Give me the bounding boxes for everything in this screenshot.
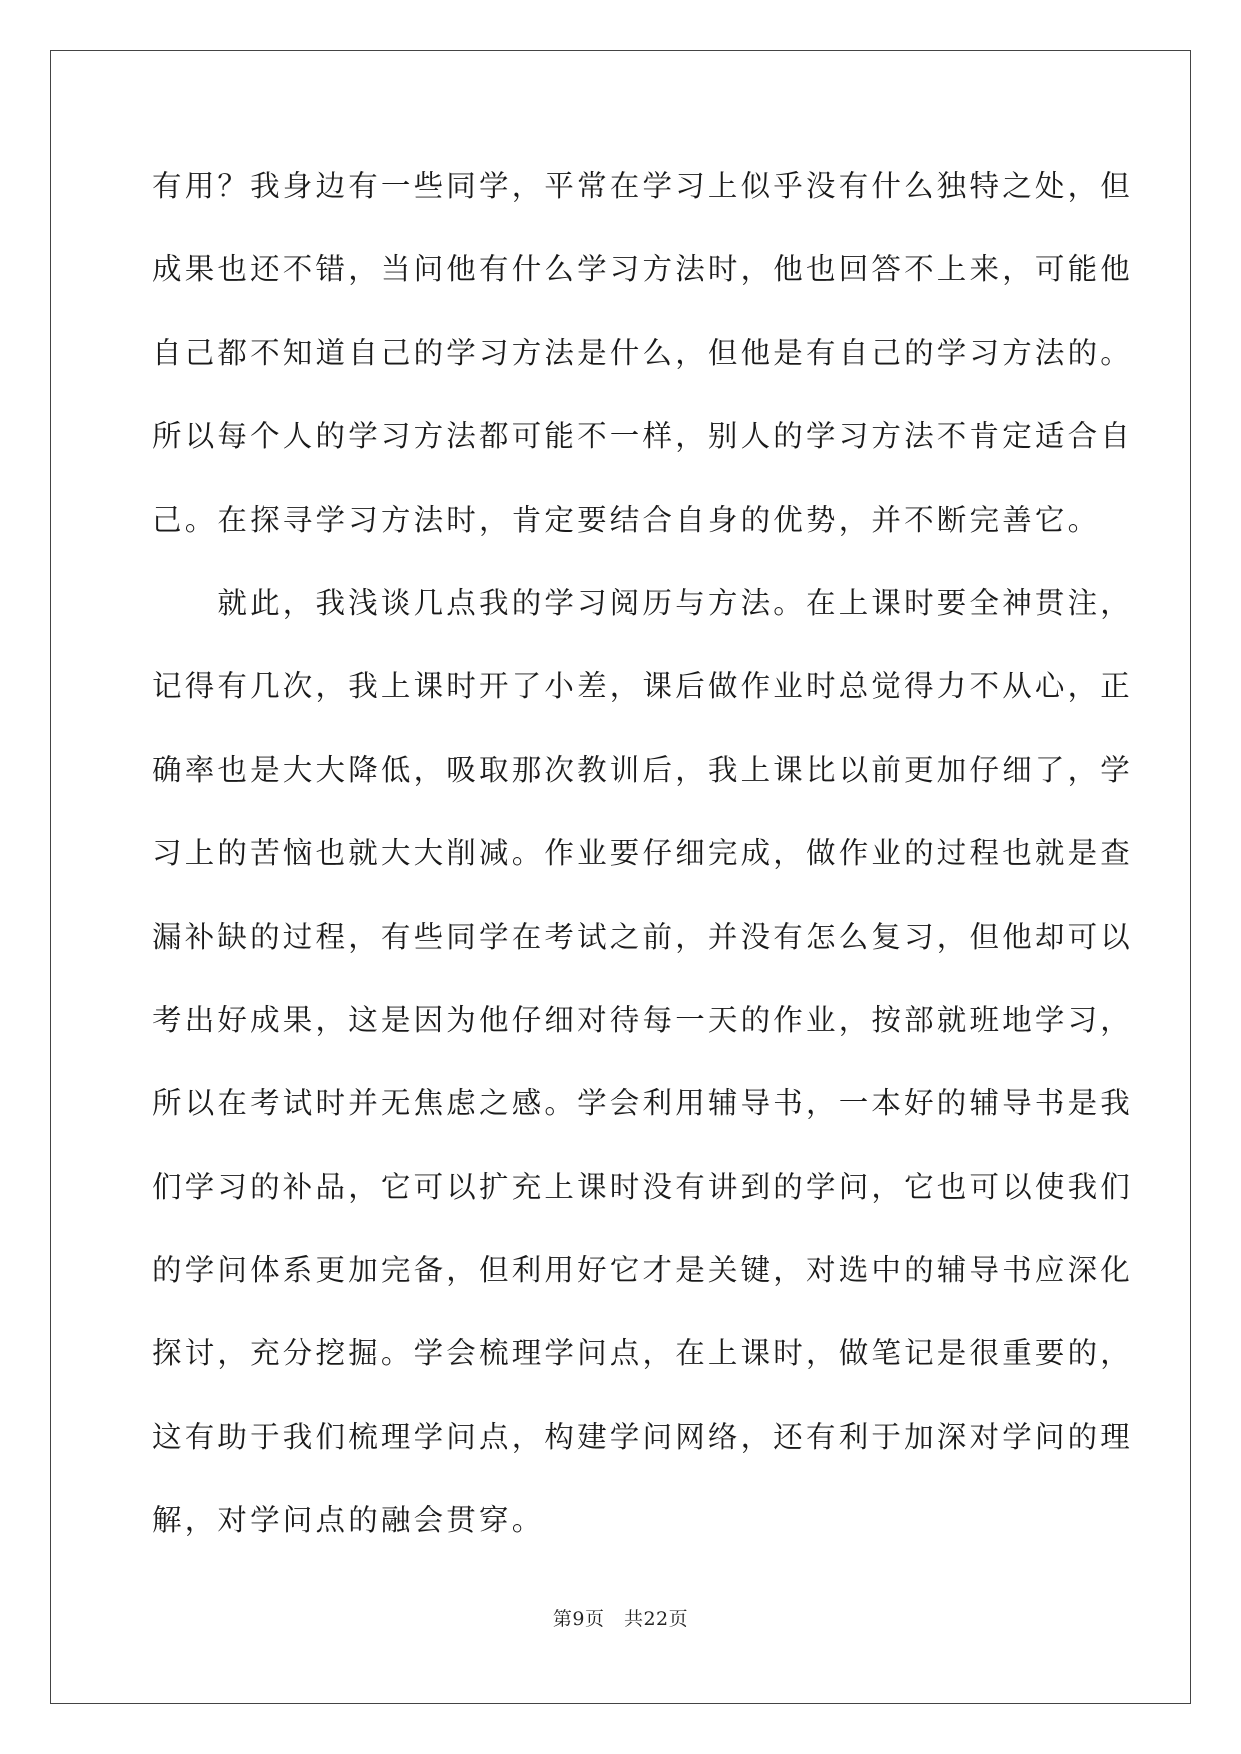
body-line: 漏补缺的过程，有些同学在考试之前，并没有怎么复习，但他却可以 bbox=[152, 919, 1134, 954]
body-line: 习上的苦恼也就大大削减。作业要仔细完成，做作业的过程也就是查 bbox=[152, 836, 1134, 871]
body-line: 成果也还不错，当问他有什么学习方法时，他也回答不上来，可能他 bbox=[152, 252, 1134, 287]
document-body bbox=[152, 161, 1134, 1579]
body-line: 有用？我身边有一些同学，平常在学习上似乎没有什么独特之处，但 bbox=[152, 169, 1134, 203]
page-number: 第9页 共22页 bbox=[552, 1608, 689, 1630]
page-footer bbox=[0, 1604, 1241, 1631]
body-line: 所以每个人的学习方法都可能不一样，别人的学习方法不肯定适合自 bbox=[152, 419, 1134, 454]
body-line: 己。在探寻学习方法时，肯定要结合自身的优势，并不断完善它。 bbox=[152, 502, 1101, 537]
body-line: 确率也是大大降低，吸取那次教训后，我上课比以前更加仔细了，学 bbox=[152, 752, 1134, 787]
body-line: 这有助于我们梳理学问点，构建学问网络，还有利于加深对学问的理 bbox=[152, 1419, 1134, 1454]
body-line: 自己都不知道自己的学习方法是什么，但他是有自己的学习方法的。 bbox=[152, 335, 1134, 370]
body-line: 的学问体系更加完备，但利用好它才是关键，对选中的辅导书应深化 bbox=[152, 1253, 1134, 1288]
body-line: 记得有几次，我上课时开了小差，课后做作业时总觉得力不从心，正 bbox=[152, 669, 1134, 704]
body-line: 们学习的补品，它可以扩充上课时没有讲到的学问，它也可以使我们 bbox=[152, 1169, 1134, 1204]
body-line: 就此，我浅谈几点我的学习阅历与方法。在上课时要全神贯注， bbox=[152, 585, 1134, 620]
body-line: 探讨，充分挖掘。学会梳理学问点，在上课时，做笔记是很重要的， bbox=[152, 1336, 1134, 1371]
body-line: 解，对学问点的融会贯穿。 bbox=[152, 1503, 545, 1538]
body-line: 所以在考试时并无焦虑之感。学会利用辅导书，一本好的辅导书是我 bbox=[152, 1086, 1134, 1121]
body-line: 考出好成果，这是因为他仔细对待每一天的作业，按部就班地学习， bbox=[152, 1002, 1134, 1037]
